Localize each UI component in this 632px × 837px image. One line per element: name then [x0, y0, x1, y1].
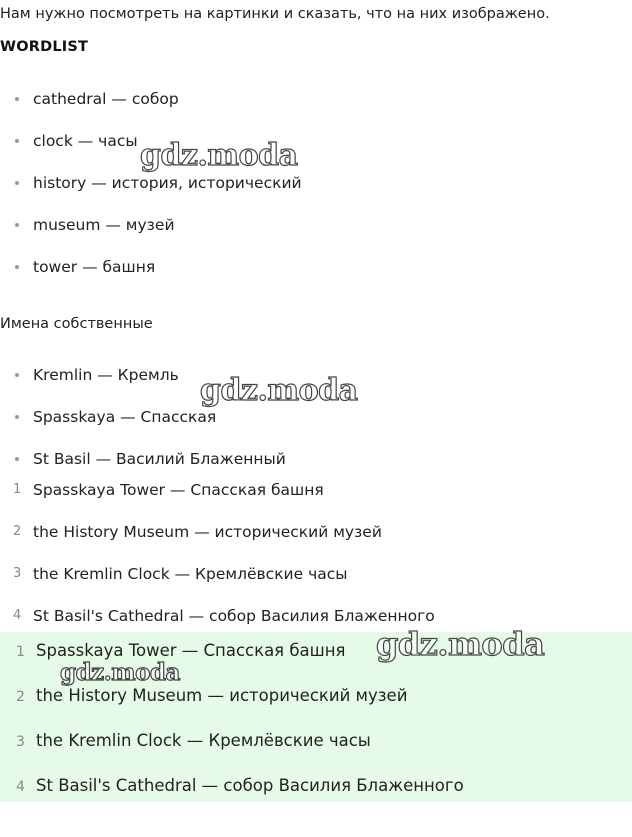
wordlist-heading: WORDLIST: [0, 39, 89, 55]
list-item-text: St Basil's Cathedral — собор Василия Блаженного: [36, 776, 464, 795]
proper-names-heading: Имена собственные: [0, 316, 153, 332]
bullet-icon: [15, 265, 19, 269]
list-item-text: clock — часы: [33, 132, 138, 150]
list-item: [0, 130, 632, 172]
list-item-text: museum — музей: [33, 216, 175, 234]
list-item: [0, 406, 632, 448]
item-number: 2: [13, 524, 22, 539]
bullet-icon: [15, 223, 19, 227]
list-item-text: the Kremlin Clock — Кремлёвские часы: [36, 731, 371, 750]
list-item: [0, 256, 632, 298]
list-item-text: Spasskaya — Спасская: [33, 408, 217, 426]
list-item-text: tower — башня: [33, 258, 156, 276]
item-number: 1: [16, 644, 25, 660]
watermark: gdz.moda: [376, 625, 545, 663]
list-item-text: Spasskaya Tower — Спасская башня: [36, 641, 346, 660]
list-item-text: cathedral — собор: [33, 90, 179, 108]
list-item-text: Spasskaya Tower — Спасская башня: [33, 481, 324, 499]
list-item-text: the History Museum — исторический музей: [36, 686, 408, 705]
list-item-text: St Basil — Василий Блаженный: [33, 450, 286, 468]
bullet-icon: [15, 97, 19, 101]
list-item-text: the History Museum — исторический музей: [33, 523, 382, 541]
list-item: [0, 775, 632, 820]
list-item: [0, 88, 632, 130]
list-item: [0, 685, 632, 730]
bullet-icon: [15, 181, 19, 185]
item-number: 3: [13, 566, 22, 581]
bullet-icon: [15, 457, 19, 461]
list-item-text: St Basil's Cathedral — собор Василия Блаженного: [33, 607, 435, 625]
wordlist: [0, 88, 632, 298]
intro-text: Нам нужно посмотреть на картинки и сказать, что на них изображено.: [0, 6, 550, 22]
bullet-icon: [15, 415, 19, 419]
list-item: [0, 730, 632, 775]
bullet-icon: [15, 139, 19, 143]
numbered-list: [0, 479, 632, 647]
list-item: [0, 563, 632, 605]
list-item: [0, 214, 632, 256]
bullet-icon: [15, 373, 19, 377]
list-item-text: history — история, исторический: [33, 174, 302, 192]
list-item: [0, 172, 632, 214]
list-item: [0, 521, 632, 563]
item-number: 4: [16, 779, 25, 795]
list-item-text: Kremlin — Кремль: [33, 366, 179, 384]
watermark: gdz.moda: [200, 373, 358, 408]
item-number: 4: [13, 608, 22, 623]
item-number: 3: [16, 734, 25, 750]
watermark: gdz.moda: [60, 659, 180, 686]
watermark: gdz.moda: [140, 138, 298, 173]
list-item: [0, 479, 632, 521]
list-item-text: the Kremlin Clock — Кремлёвские часы: [33, 565, 348, 583]
item-number: 1: [13, 482, 22, 497]
item-number: 2: [16, 689, 25, 705]
